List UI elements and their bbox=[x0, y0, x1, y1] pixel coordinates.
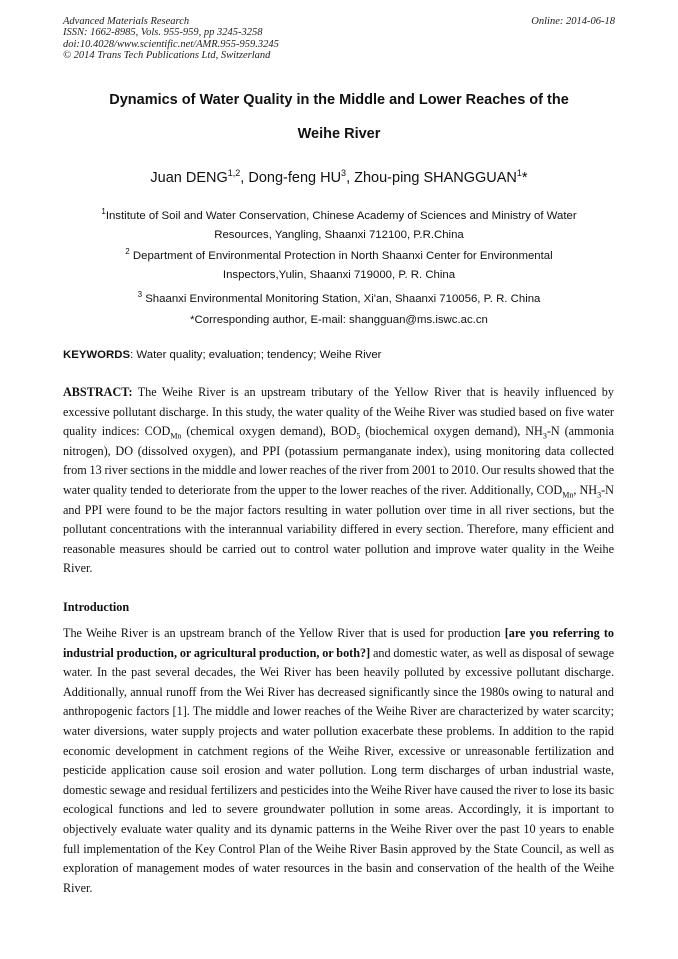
doi-line: doi:10.4028/www.scientific.net/AMR.955-959.3245 bbox=[63, 38, 279, 50]
subscript: 3 bbox=[542, 431, 547, 441]
affiliation-text: Inspectors,Yulin, Shaanxi 719000, P. R. China bbox=[222, 268, 456, 281]
abstract bbox=[63, 383, 614, 579]
affiliation-2 bbox=[40, 242, 638, 285]
affiliation-text: Department of Environmental Protection in North Shaanxi Center for Environmental bbox=[129, 249, 553, 262]
author-affiliation-mark: 3 bbox=[341, 168, 347, 178]
editor-comment: [are you referring to industrial production, or agricultural production, or both?] bbox=[63, 626, 614, 660]
author-affiliation-mark: 1 bbox=[516, 168, 522, 178]
author-separator: , bbox=[240, 169, 249, 186]
keywords-label: KEYWORDS bbox=[63, 349, 131, 361]
journal-header bbox=[63, 16, 615, 61]
author-affiliation-mark: 1,2 bbox=[227, 168, 241, 178]
author-list bbox=[40, 168, 638, 186]
affiliation-number: 3 bbox=[137, 290, 143, 299]
abstract-text: -N (ammonia nitrogen), DO (dissolved oxygen), and PPI (potassium permanganate index), using monitoring data collected from 13 river sections in the middle and lower reaches of the river from 2001 to 2010. Our results showed that the water quality tended to deteriorate from the upper to the lower reaches of the river. Additionally, COD bbox=[63, 424, 614, 497]
introduction-paragraph bbox=[63, 624, 614, 898]
journal-name: Advanced Materials Research bbox=[63, 16, 190, 27]
subscript: 5 bbox=[356, 431, 361, 441]
author-separator: , bbox=[346, 169, 355, 186]
author-name: Dong-feng HU bbox=[248, 169, 342, 186]
abstract-text: , NH bbox=[573, 482, 598, 497]
affiliation-text: Shaanxi Environmental Monitoring Station, Xi'an, Shaanxi 710056, P. R. China bbox=[142, 292, 541, 305]
affiliation-3 bbox=[40, 285, 638, 309]
intro-text: and domestic water, as well as disposal of sewage water. In the past several decades, the Wei River has been heavily polluted by excessive pollutant discharge. Additionally, annual runoff from the Wei River has decreased significantly since the 1980s owing to natural and anthropogenic factors [1]. The middle and lower reaches of the Weihe River are characterized by water scarcity; water diversions, water supply projects and water pollution exacerbate these problems. In addition to the rapid economic development in catchment regions of the Weihe River, excessive or unreasonable fertilization and pesticide application cause soil erosion and water pollution. Long term discharges of urban industrial waste, domestic sewage and residual fertilizers and pesticides into the Weihe River have caused the river to lose its basic ecological functions and led to severe groundwater pollution in some areas. Accordingly, it is important to objectively evaluate water quality and its dynamic patterns in the Weihe River over the past 10 years to enable full implementation of the Key Control Plan of the Weihe River Basin approved by the State Council, as well as exploration of management modes of water resources in the basin and conservation of the health of the Weihe River. bbox=[63, 645, 614, 895]
online-date: Online: 2014-06-18 bbox=[531, 16, 615, 27]
abstract-text: -N and PPI were found to be the major factors resulting in water pollution over time in all river sections, but the pollutant concentrations with the interannual variability differed in every section. Therefore, many efficient and reasonable measures should be carried out to control water pollution and improve water quality in the Weihe River. bbox=[63, 482, 614, 576]
intro-text: The Weihe River is an upstream branch of the Yellow River that is used for production bbox=[63, 626, 505, 640]
subscript: 3 bbox=[597, 490, 602, 500]
keywords-text: : Water quality; evaluation; tendency; Weihe River bbox=[130, 349, 382, 361]
subscript: Mn bbox=[562, 490, 574, 500]
paper-title-line-2: Weihe River bbox=[297, 126, 381, 142]
abstract-label: ABSTRACT: bbox=[63, 385, 133, 399]
copyright-line: © 2014 Trans Tech Publications Ltd, Switzerland bbox=[63, 49, 271, 61]
abstract-text: (chemical oxygen demand), BOD bbox=[181, 424, 357, 439]
affiliation-text: Institute of Soil and Water Conservation, Chinese Academy of Sciences and Ministry of Water bbox=[105, 209, 577, 222]
affiliation-number: 2 bbox=[125, 247, 130, 256]
abstract-text: The Weihe River is an upstream tributary of the Yellow River that is heavily influenced by excessive pollutant discharge. In this study, the water quality of the Weihe River was studied based on five water quality indices: COD bbox=[63, 385, 614, 439]
paper-title-line-1: Dynamics of Water Quality in the Middle and Lower Reaches of the bbox=[109, 92, 569, 108]
issn-line: ISSN: 1662-8985, Vols. 955-959, pp 3245-3258 bbox=[63, 27, 263, 39]
section-heading-introduction: Introduction bbox=[63, 600, 130, 614]
affiliation-1 bbox=[40, 202, 638, 245]
affiliation-text: Resources, Yangling, Shaanxi 712100, P.R.China bbox=[214, 228, 464, 241]
abstract-text: (biochemical oxygen demand), NH bbox=[360, 424, 543, 439]
author-name: Zhou-ping SHANGGUAN bbox=[354, 169, 517, 186]
keywords bbox=[63, 349, 623, 361]
corresponding-mark: * bbox=[521, 169, 528, 186]
author-name: Juan DENG bbox=[150, 169, 228, 186]
subscript: Mn bbox=[170, 431, 182, 441]
affiliation-number: 1 bbox=[101, 207, 106, 216]
corresponding-author: *Corresponding author, E-mail: shangguan@ms.iswc.ac.cn bbox=[190, 314, 488, 326]
